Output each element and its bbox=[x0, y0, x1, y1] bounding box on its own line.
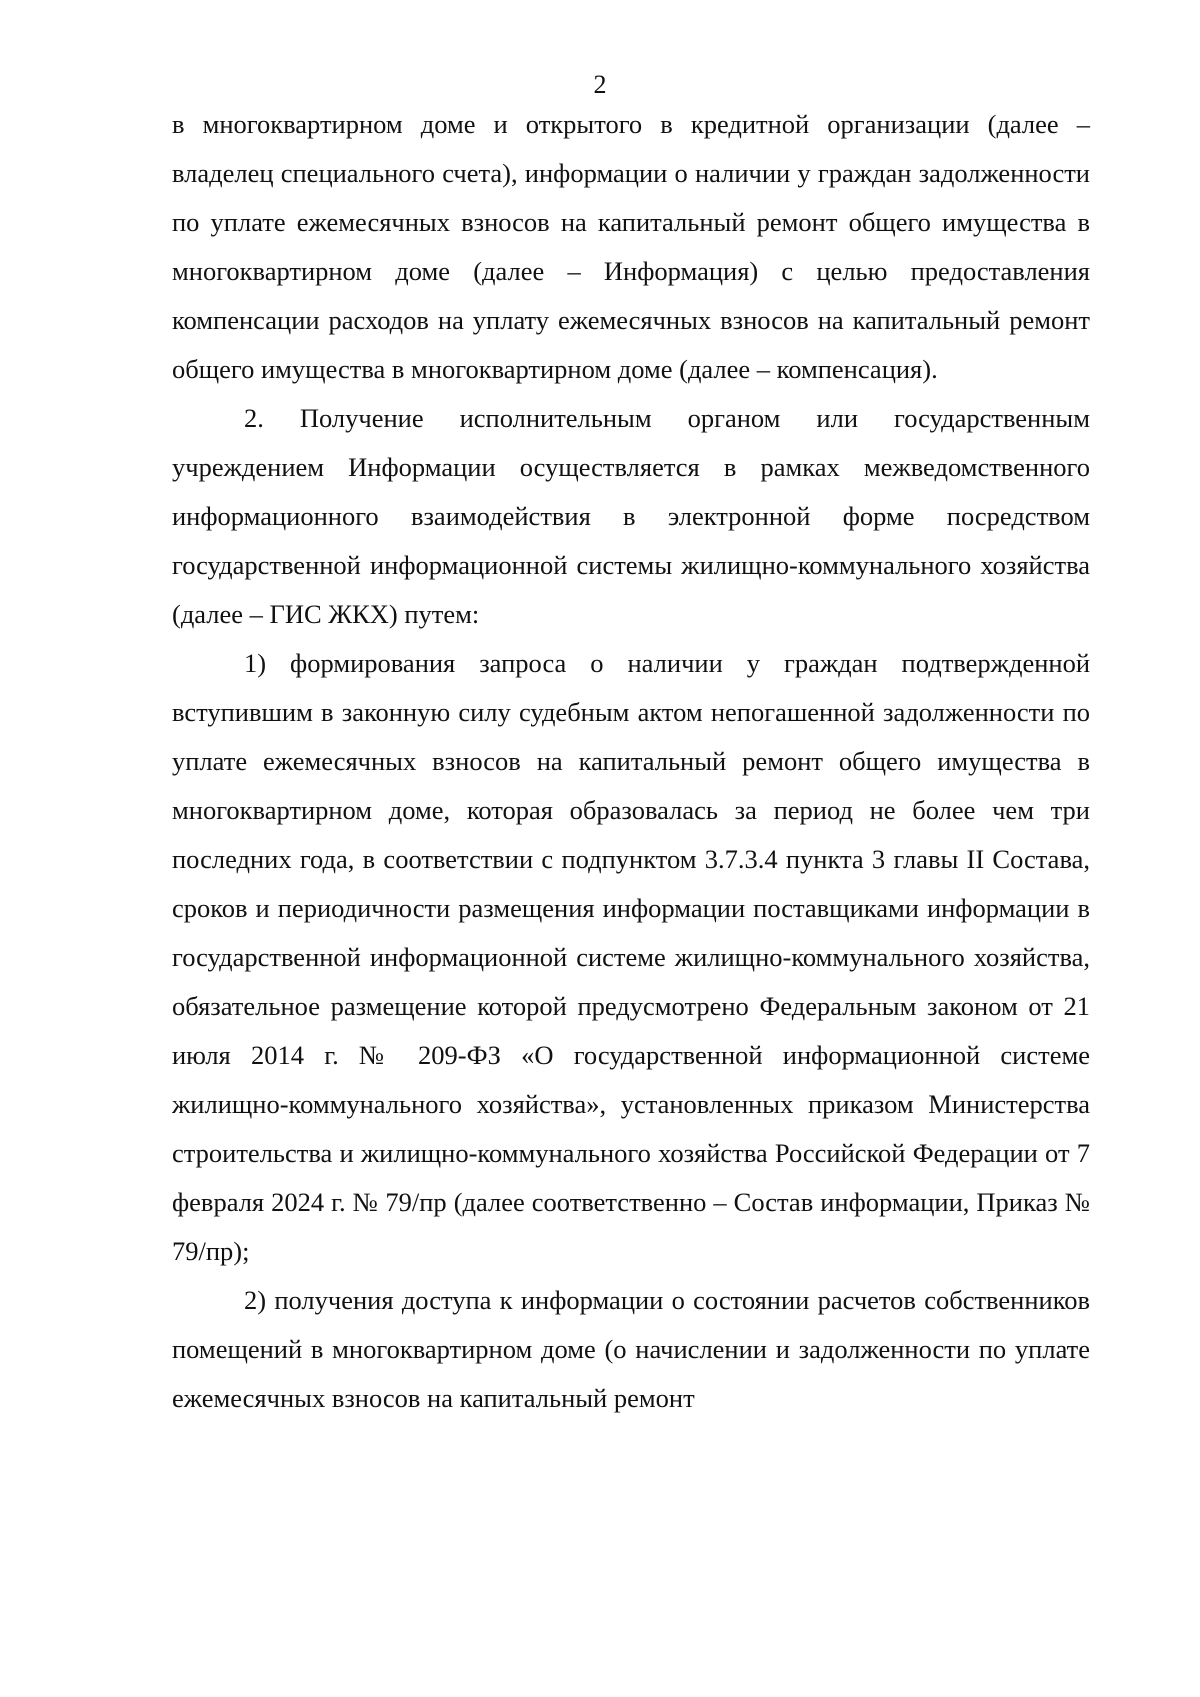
paragraph-item-2: 2. Получение исполнительным органом или государственным учреждением Информации осуществляется в рамках межведомственного информационного взаимодействия в электронной форме посредством государственной информационной системы жилищно-коммунального хозяйства (далее – ГИС ЖКХ) путем: bbox=[172, 403, 1090, 629]
paragraph-subitem-1: 1) формирования запроса о наличии у граждан подтвержденной вступившим в законную силу судебным актом непогашенной задолженности по уплате ежемесячных взносов на капитальный ремонт общего имущества в многоквартирном доме, которая образовалась за период не более чем три последних года, в соответствии с подпунктом 3.7.3.4 пункта 3 главы II Состава, сроков и периодичности размещения информации поставщиками информации в государственной информационной системе жилищно-коммунального хозяйства, обязательное размещение которой предусмотрено Федеральным законом от 21 июля 2014 г. № 209-ФЗ «О государственной информационной системе жилищно-коммунального хозяйства», установленных приказом Министерства строительства и жилищно-коммунального хозяйства Российской Федерации от 7 февраля 2024 г. № 79/пр (далее соответственно – Состав информации, Приказ № 79/пр); bbox=[172, 648, 1090, 1266]
page-number: 2 bbox=[593, 70, 607, 99]
document-body bbox=[172, 100, 1090, 1423]
paragraph-subitem-2: 2) получения доступа к информации о состоянии расчетов собственников помещений в многоквартирном доме (о начислении и задолженности по уплате ежемесячных взносов на капитальный ремонт bbox=[172, 1285, 1090, 1413]
paragraph-continuation: в многоквартирном доме и открытого в кредитной организации (далее – владелец специального счета), информации о наличии у граждан задолженности по уплате ежемесячных взносов на капитальный ремонт общего имущества в многоквартирном доме (далее – Информация) с целью предоставления компенсации расходов на уплату ежемесячных взносов на капитальный ремонт общего имущества в многоквартирном доме (далее – компенсация). bbox=[172, 109, 1090, 384]
